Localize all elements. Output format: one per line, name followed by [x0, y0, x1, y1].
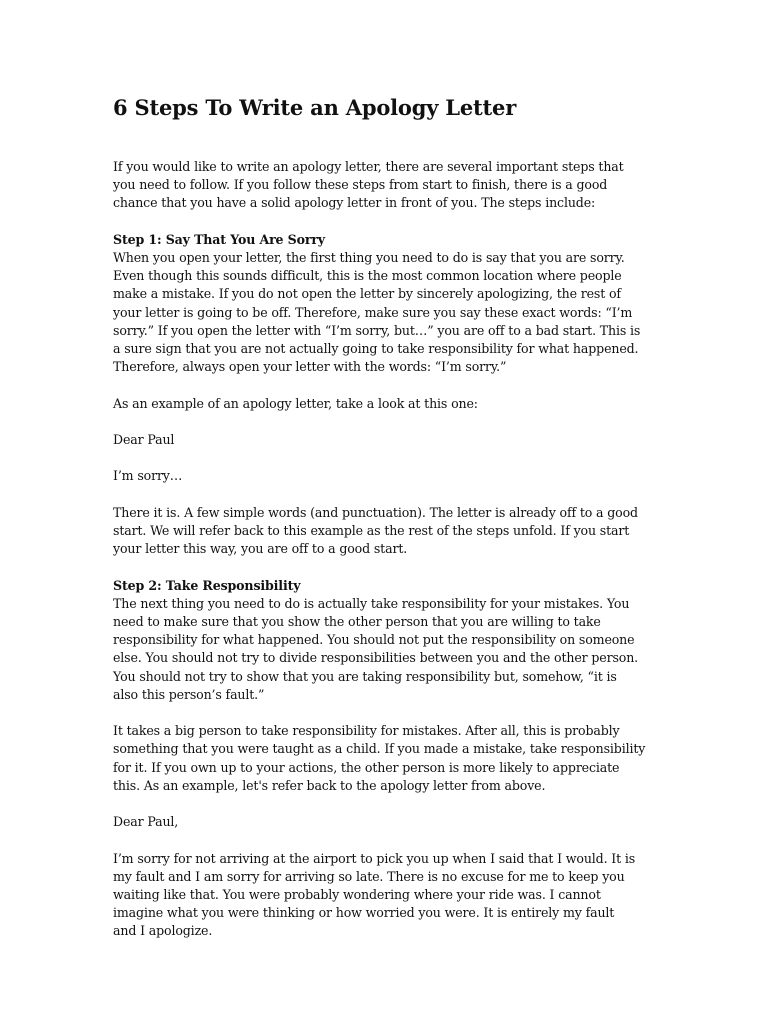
text-line: Even though this sounds difficult, this is the most common location where people — [113, 268, 622, 284]
example-2-body — [113, 850, 658, 941]
text-line: responsibility for what happened. You should not put the responsibility on someone — [113, 632, 635, 648]
text-line: and I apologize. — [113, 923, 213, 939]
text-line: a sure sign that you are not actually going to take responsibility for what happened. — [113, 341, 639, 357]
text-line: If you would like to write an apology letter, there are several important steps that — [113, 159, 624, 174]
text-line: this. As an example, let's refer back to the apology letter from above. — [113, 777, 546, 793]
text-line: your letter is going to be off. Therefore, make sure you say these exact words: “I’m — [113, 304, 633, 320]
text-line: It takes a big person to take responsibility for mistakes. After all, this is probably — [113, 723, 620, 739]
text-line: start. We will refer back to this example as the rest of the steps unfold. If you start — [113, 522, 630, 538]
intro-paragraph — [113, 158, 658, 213]
text-line: else. You should not try to divide responsibilities between you and the other person. — [113, 650, 639, 666]
step-1-paragraph — [113, 249, 658, 376]
text-line: my fault and I am sorry for arriving so late. There is no excuse for me to keep you — [113, 868, 625, 884]
document-page — [113, 94, 658, 959]
example-2-salutation: Dear Paul, — [113, 814, 179, 830]
text-line: something that you were taught as a child. If you made a mistake, take responsibility — [113, 741, 646, 757]
text-line: I’m sorry for not arriving at the airport to pick you up when I said that I would. It is — [113, 850, 636, 866]
step-2-heading: Step 2: Take Responsibility — [113, 577, 301, 593]
text-line: chance that you have a solid apology letter in front of you. The steps include: — [113, 195, 596, 211]
text-line: your letter this way, you are off to a good start. — [113, 541, 408, 557]
step-1-heading: Step 1: Say That You Are Sorry — [113, 231, 325, 247]
text-line: also this person’s fault.” — [113, 686, 265, 702]
text-line: The next thing you need to do is actually take responsibility for your mistakes. You — [113, 595, 630, 611]
text-line: waiting like that. You were probably wondering where your ride was. I cannot — [113, 886, 601, 902]
example-intro: As an example of an apology letter, take a look at this one: — [113, 395, 478, 411]
step-2-second-paragraph — [113, 722, 658, 795]
example-1-body: I’m sorry… — [113, 468, 183, 484]
text-line: for it. If you own up to your actions, the other person is more likely to appreciate — [113, 759, 620, 775]
text-line: There it is. A few simple words (and punctuation). The letter is already off to a good — [113, 504, 638, 520]
text-line: Therefore, always open your letter with the words: “I’m sorry.” — [113, 359, 507, 375]
example-1-followup — [113, 504, 658, 559]
document-body — [113, 158, 658, 941]
text-line: sorry.” If you open the letter with “I’m sorry, but…” you are off to a bad start. This is — [113, 322, 641, 338]
text-line: you need to follow. If you follow these steps from start to finish, there is a good — [113, 177, 608, 193]
page-title: 6 Steps To Write an Apology Letter — [113, 95, 517, 120]
text-line: You should not try to show that you are taking responsibility but, somehow, “it is — [113, 668, 617, 684]
text-line: need to make sure that you show the other person that you are willing to take — [113, 613, 601, 629]
text-line: imagine what you were thinking or how worried you were. It is entirely my fault — [113, 905, 615, 921]
text-line: When you open your letter, the first thing you need to do is say that you are sorry. — [113, 250, 625, 265]
example-1-salutation: Dear Paul — [113, 432, 175, 447]
step-2-paragraph — [113, 595, 658, 704]
text-line: make a mistake. If you do not open the letter by sincerely apologizing, the rest of — [113, 286, 621, 302]
